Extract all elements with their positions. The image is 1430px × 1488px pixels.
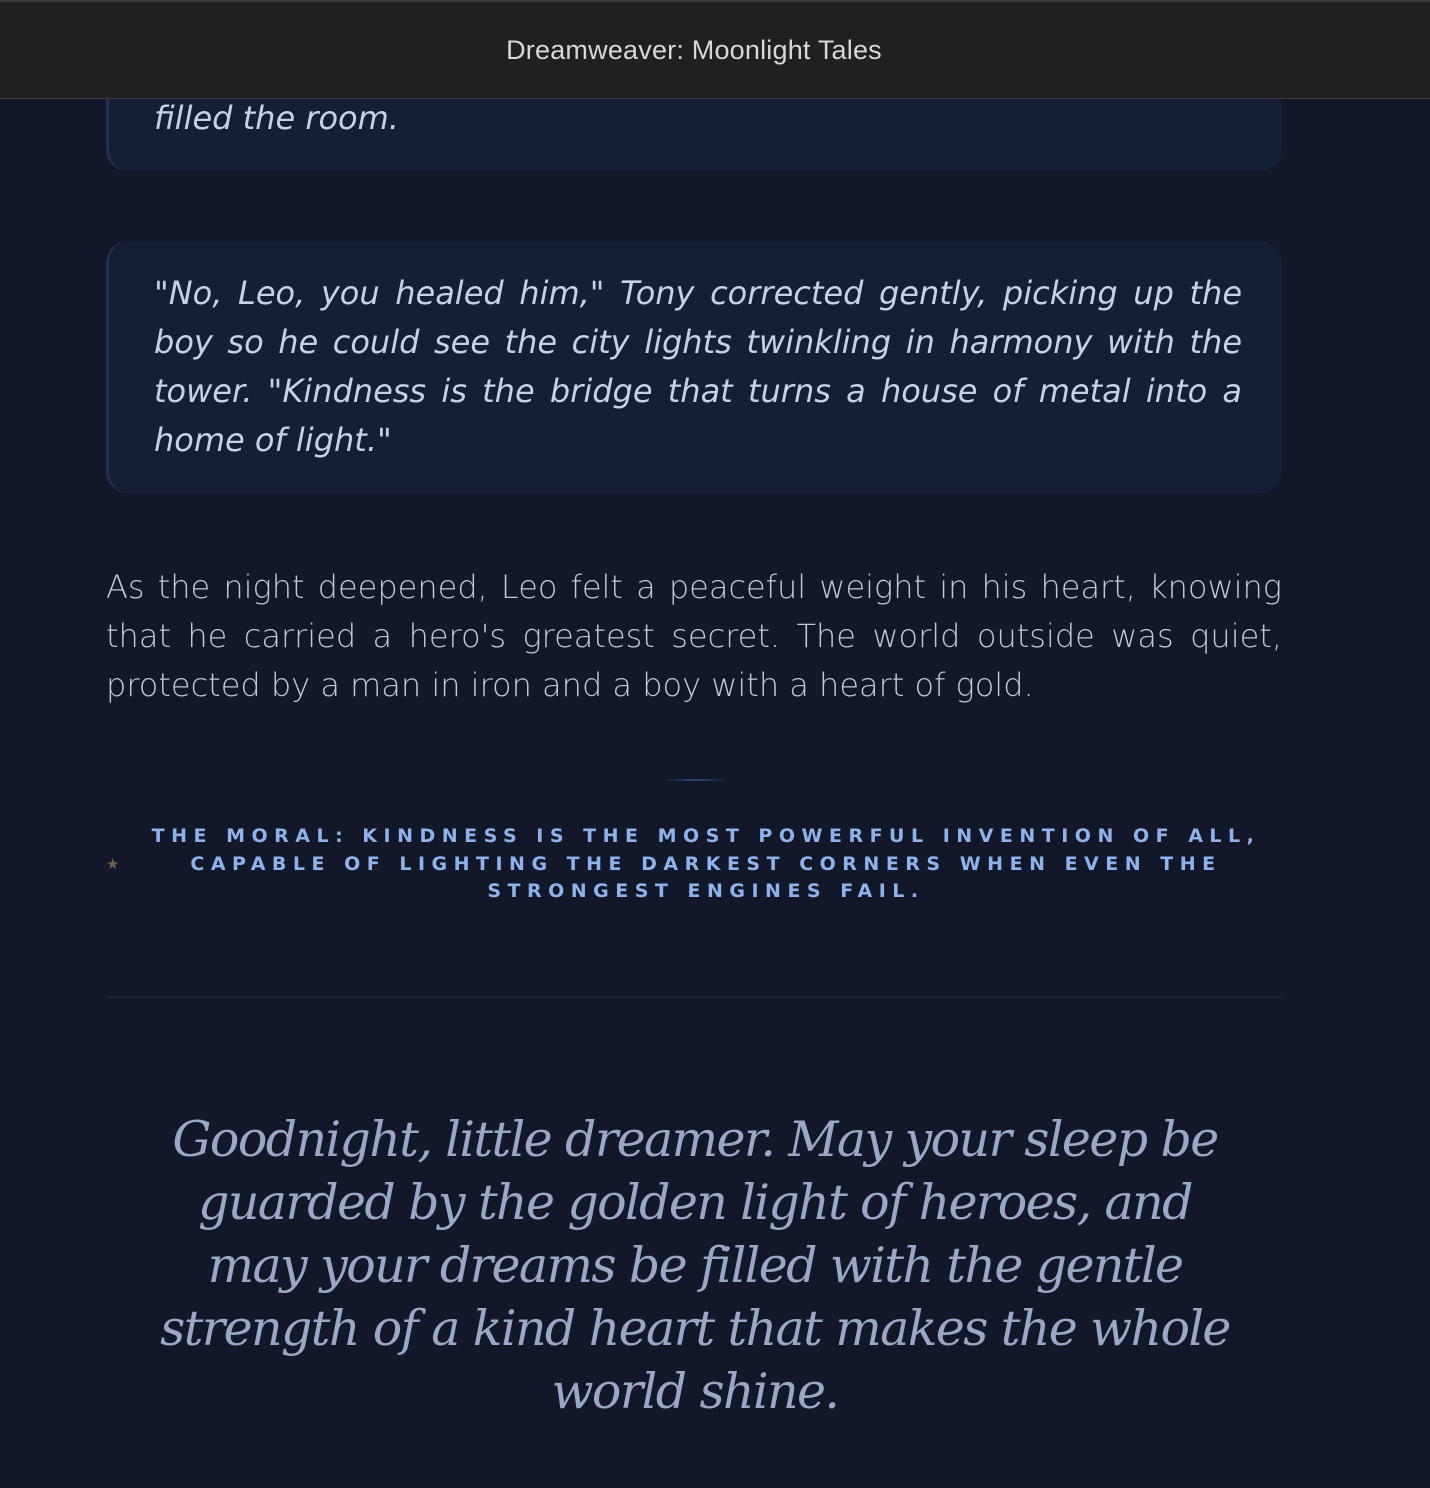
story-moral: THE MORAL: KINDNESS IS THE MOST POWERFUL INVENTION OF ALL, CAPABLE OF LIGHTING THE DARKEST CORNERS WHEN EVEN THE STRONGEST ENGINES FAIL. [151, 825, 1261, 902]
star-icon: ★ [106, 855, 120, 873]
window-title-bar [0, 0, 1430, 99]
section-divider [662, 779, 728, 781]
story-narration: As the night deepened, Leo felt a peaceful weight in his heart, knowing that he carried a hero's greatest secret. The world outside was quiet, protected by a man in iron and a boy with a heart of gold. [106, 568, 1282, 704]
goodnight-message: Goodnight, little dreamer. May your sleep be guarded by the golden light of heroes, and may your dreams be filled with the gentle strength of a kind heart that makes the whole world shine. [160, 1111, 1230, 1420]
story-passage-text: filled the room. [154, 99, 399, 137]
window-title: Dreamweaver: Moonlight Tales [506, 34, 882, 65]
story-dialogue-text: "No, Leo, you healed him," Tony corrected gently, picking up the boy so he could see the city lights twinkling in harmony with the tower. "Kindness is the bridge that turns a house of metal into a home of light." [154, 274, 1242, 459]
horizontal-rule [106, 996, 1282, 998]
story-dialogue-card [106, 241, 1282, 493]
